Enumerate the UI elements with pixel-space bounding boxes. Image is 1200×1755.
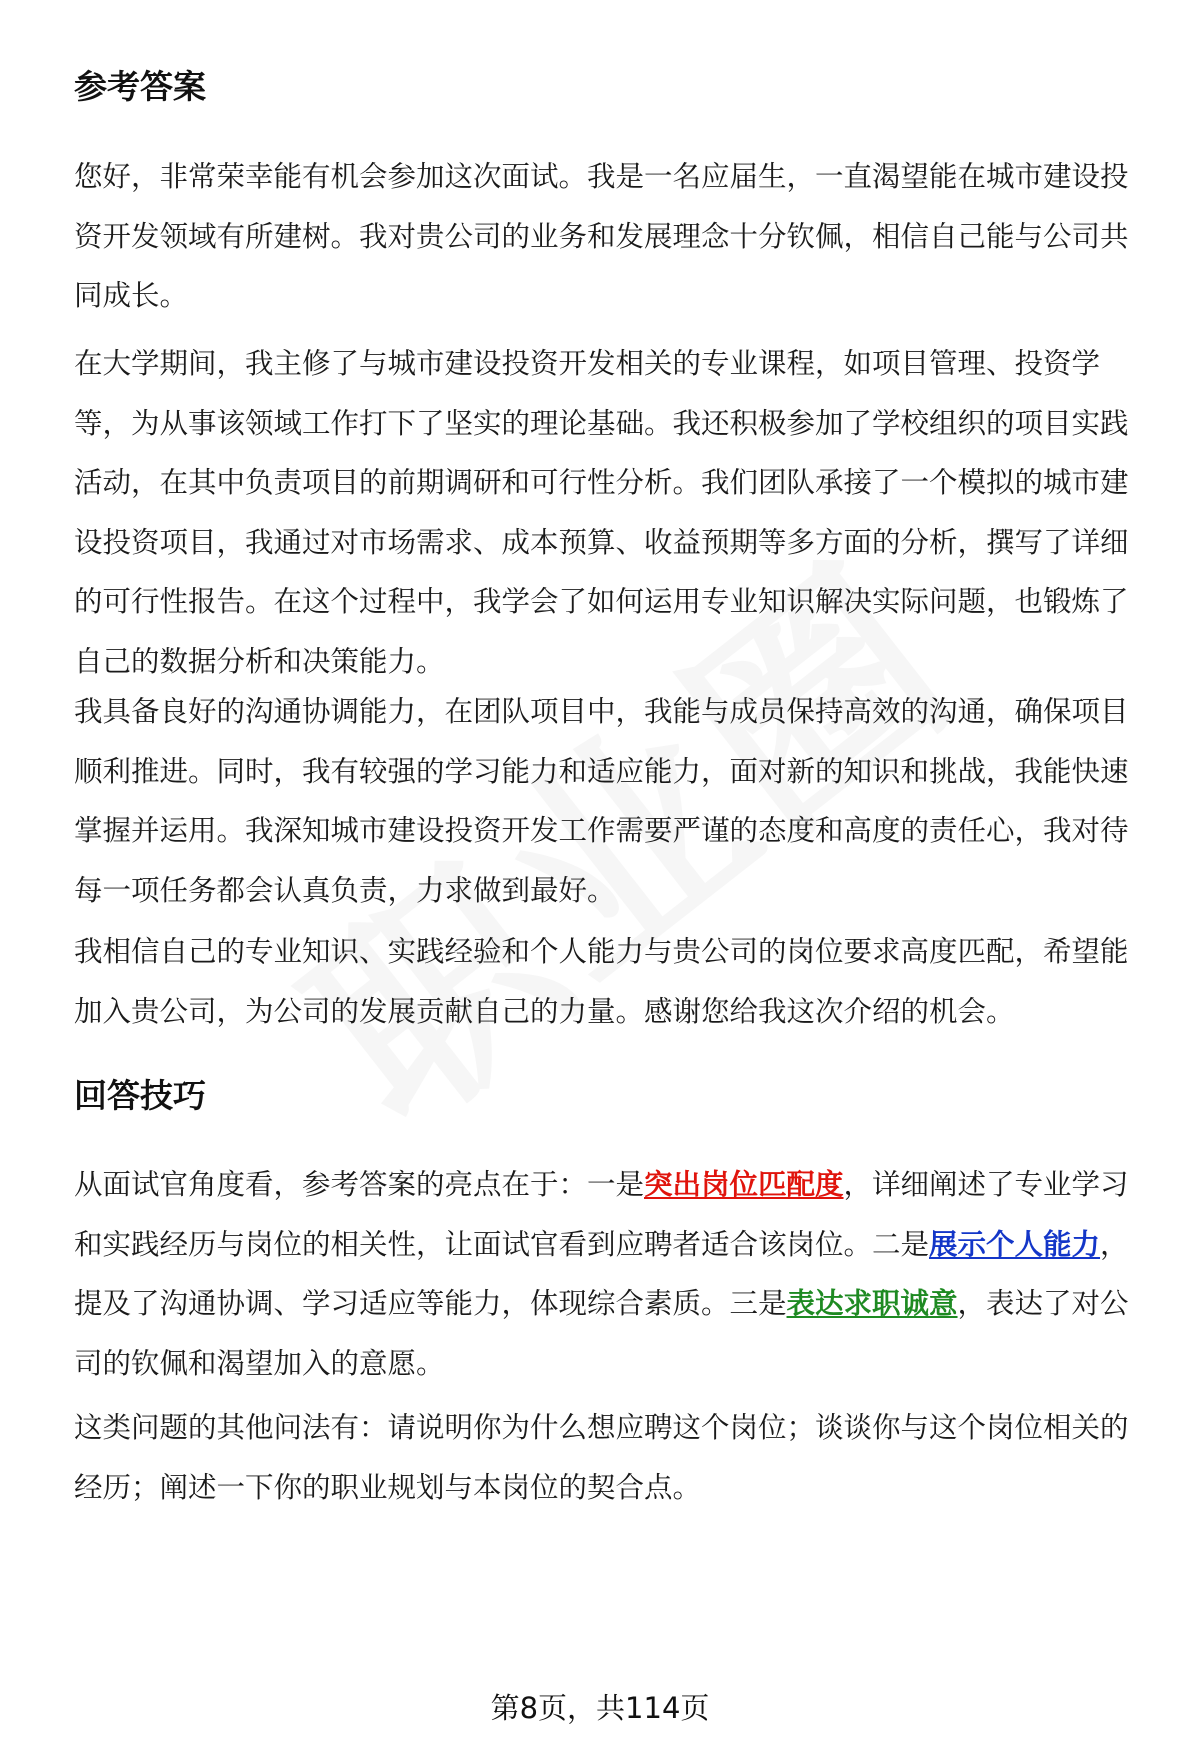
page-number: 第8页，共114页 [490, 1691, 710, 1725]
tips-paragraph [74, 1155, 1144, 1393]
highlight-job-match: 突出岗位匹配度 [644, 1168, 844, 1201]
section-title-answer-tips: 回答技巧 [74, 1076, 206, 1115]
tips-text-3: ，提及了沟通协调、学习适应等能力，体现综合素质。三是 [74, 1227, 1129, 1320]
answer-paragraph-2: 在大学期间，我主修了与城市建设投资开发相关的专业课程，如项目管理、投资学等，为从事该领域工作打下了坚实的理论基础。我还积极参加了学校组织的项目实践活动，在其中负责项目的前期调研和可行性分析。我们团队承接了一个模拟的城市建设投资项目，我通过对市场需求、成本预算、收益预期等多方面的分析，撰写了详细的可行性报告。在这个过程中，我学会了如何运用专业知识解决实际问题，也锻炼了自己的数据分析和决策能力。 [74, 347, 1129, 678]
tips-text-4: ，表达了对公司的钦佩和渴望加入的意愿。 [74, 1287, 1129, 1380]
answer-paragraph-1: 您好，非常荣幸能有机会参加这次面试。我是一名应届生，一直渴望能在城市建设投资开发领域有所建树。我对贵公司的业务和发展理念十分钦佩，相信自己能与公司共同成长。 [74, 160, 1129, 312]
tips-text-1: 从面试官角度看，参考答案的亮点在于：一是 [74, 1168, 645, 1201]
section-title-reference-answer: 参考答案 [74, 67, 206, 106]
other-questions-paragraph: 这类问题的其他问法有：请说明你为什么想应聘这个岗位；谈谈你与这个岗位相关的经历；阐述一下你的职业规划与本岗位的契合点。 [74, 1411, 1129, 1504]
highlight-personal-ability: 展示个人能力 [929, 1227, 1101, 1261]
answer-paragraph-4: 我相信自己的专业知识、实践经验和个人能力与贵公司的岗位要求高度匹配，希望能加入贵公司，为公司的发展贡献自己的力量。感谢您给我这次介绍的机会。 [74, 935, 1129, 1028]
answer-paragraph-3: 我具备良好的沟通协调能力，在团队项目中，我能与成员保持高效的沟通，确保项目顺利推进。同时，我有较强的学习能力和适应能力，面对新的知识和挑战，我能快速掌握并运用。我深知城市建设投资开发工作需要严谨的态度和高度的责任心，我对待每一项任务都会认真负责，力求做到最好。 [74, 695, 1129, 907]
highlight-sincerity: 表达求职诚意 [786, 1287, 958, 1320]
tips-text-2: ，详细阐述了专业学习和实践经历与岗位的相关性，让面试官看到应聘者适合该岗位。二是 [74, 1168, 1129, 1261]
